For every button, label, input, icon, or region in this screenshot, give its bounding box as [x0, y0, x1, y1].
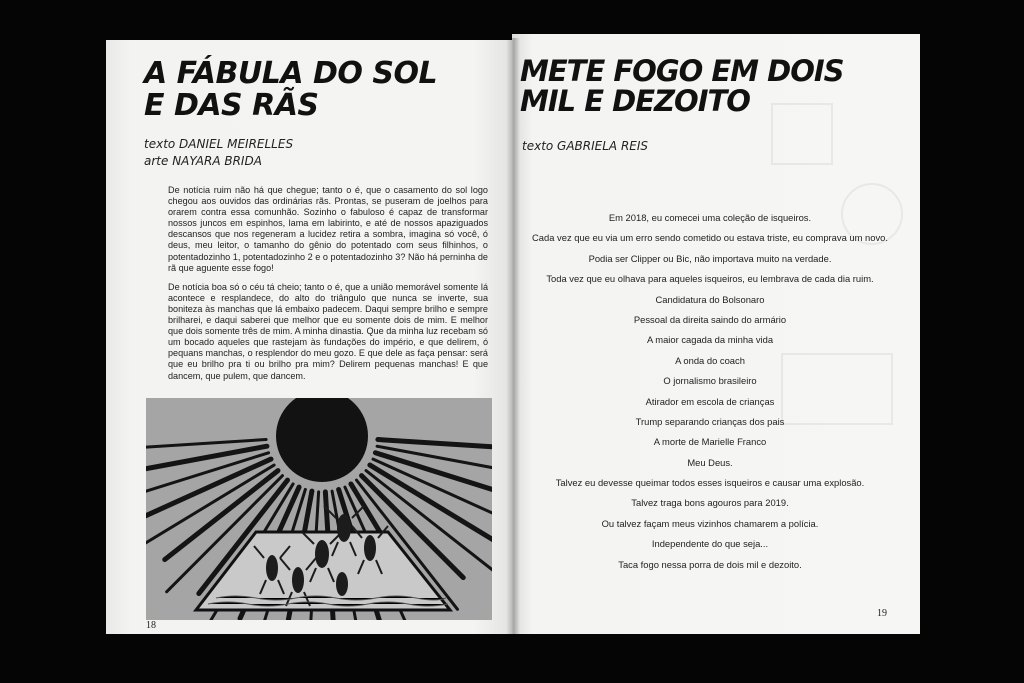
poem-line: Meu Deus.: [687, 456, 733, 468]
woodcut-sun-and-frogs-illustration: [146, 398, 492, 620]
poem-line: A maior cagada da minha vida: [646, 334, 774, 346]
fable-body-text: [168, 185, 488, 390]
poem-line: Taca fogo nessa porra de dois mil e dezoito.: [618, 558, 802, 570]
poem-line: Em 2018, eu comecei uma coleção de isqueiros.: [608, 212, 812, 223]
sun-rays-artwork: [146, 398, 492, 620]
poem-body: [512, 208, 908, 575]
left-page-credits: [144, 136, 293, 170]
book-gutter-shadow: [506, 38, 520, 636]
left-title-line-1: A FÁBULA DO SOL: [144, 56, 438, 91]
poem-line: Atirador em escola de crianças: [645, 395, 775, 407]
poem-line: Candidatura do Bolsonaro: [655, 293, 765, 305]
fable-paragraph-1: De notícia ruim não há que chegue; tanto o é, que o casamento do sol logo chegou aos ouvidos das ordinárias rãs. Prontas, se puseram de joelhos para orarem contra essa comunhão. Sozinho o fabuloso é capaz de transformar nossos juncos em espinhos, lama em labirinto, e até de nossos apaziguados descansos que nos regeneram a lucidez retira a sombra, imagina só você, ó deus, meu leitor, o tamanho do gênio do potentado com seus filhinhos, o potentadozinho 1, potentadozinho 2 e o potentadozinho 3? Não há perninha de rã que aguente esse fogo!: [168, 185, 488, 273]
poem-line: Ou talvez façam meus vizinhos chamarem a polícia.: [601, 517, 819, 529]
page-number-left: 18: [146, 620, 156, 631]
poem-line: O jornalismo brasileiro: [663, 375, 757, 387]
text-credit: texto DANIEL MEIRELLES: [144, 137, 294, 151]
poem-line: A morte de Marielle Franco: [653, 436, 767, 448]
right-title-line-1: METE FOGO EM DOIS: [520, 54, 844, 88]
art-credit: arte NAYARA BRIDA: [144, 154, 262, 168]
poem-line: Trump separando crianças dos pais: [635, 415, 785, 427]
right-text-credit: texto GABRIELA REIS: [522, 139, 649, 153]
poem-line: Toda vez que eu olhava para aqueles isqueiros, eu lembrava de cada dia ruim.: [546, 273, 874, 285]
right-page: [512, 34, 920, 634]
poem-line: Pessoal da direita saindo do armário: [633, 313, 787, 325]
left-title-line-2: E DAS RÃS: [144, 87, 319, 123]
right-title-line-2: MIL E DEZOITO: [520, 84, 750, 119]
left-page: [106, 40, 514, 634]
poem-line: Podia ser Clipper ou Bic, não importava muito na verdade.: [588, 252, 832, 264]
poem-line: A onda do coach: [675, 354, 745, 366]
poem-line: Cada vez que eu via um erro sendo cometido ou estava triste, eu comprava um novo.: [532, 232, 888, 244]
left-page-title: [144, 58, 484, 121]
poem-line: Talvez traga bons agouros para 2019.: [631, 497, 789, 509]
fable-paragraph-2: De notícia boa só o céu tá cheio; tanto o é, que a união memorável somente lá acontece e resplandece, do alto do triângulo que nunca se inverte, sua boniteza às manchas que lá embaixo padecem. Daqui sempre brilho e sempre brilharei, e daqui saberei que melhor que eu somente dois de mim. E melhor que dois somente três de mim. A minha dinastia. Que da minha luz recebam só um bocado aqueles que rastejam às fundações do império, e que delirem, ó pequans manchas, o resplendor do meu gozo. E que dele as faça pensar: será que eu brilho pra ti ou brilho pra mim? Delirem pequenas manchas! E que dancem, que pulem, que dancem.: [168, 281, 488, 381]
page-number-right: 19: [877, 608, 887, 619]
poem-line: Talvez eu devesse queimar todos esses isqueiros e causar uma explosão.: [555, 477, 865, 489]
right-page-title: [520, 56, 900, 117]
poem-line: Independente do que seja...: [651, 538, 769, 550]
